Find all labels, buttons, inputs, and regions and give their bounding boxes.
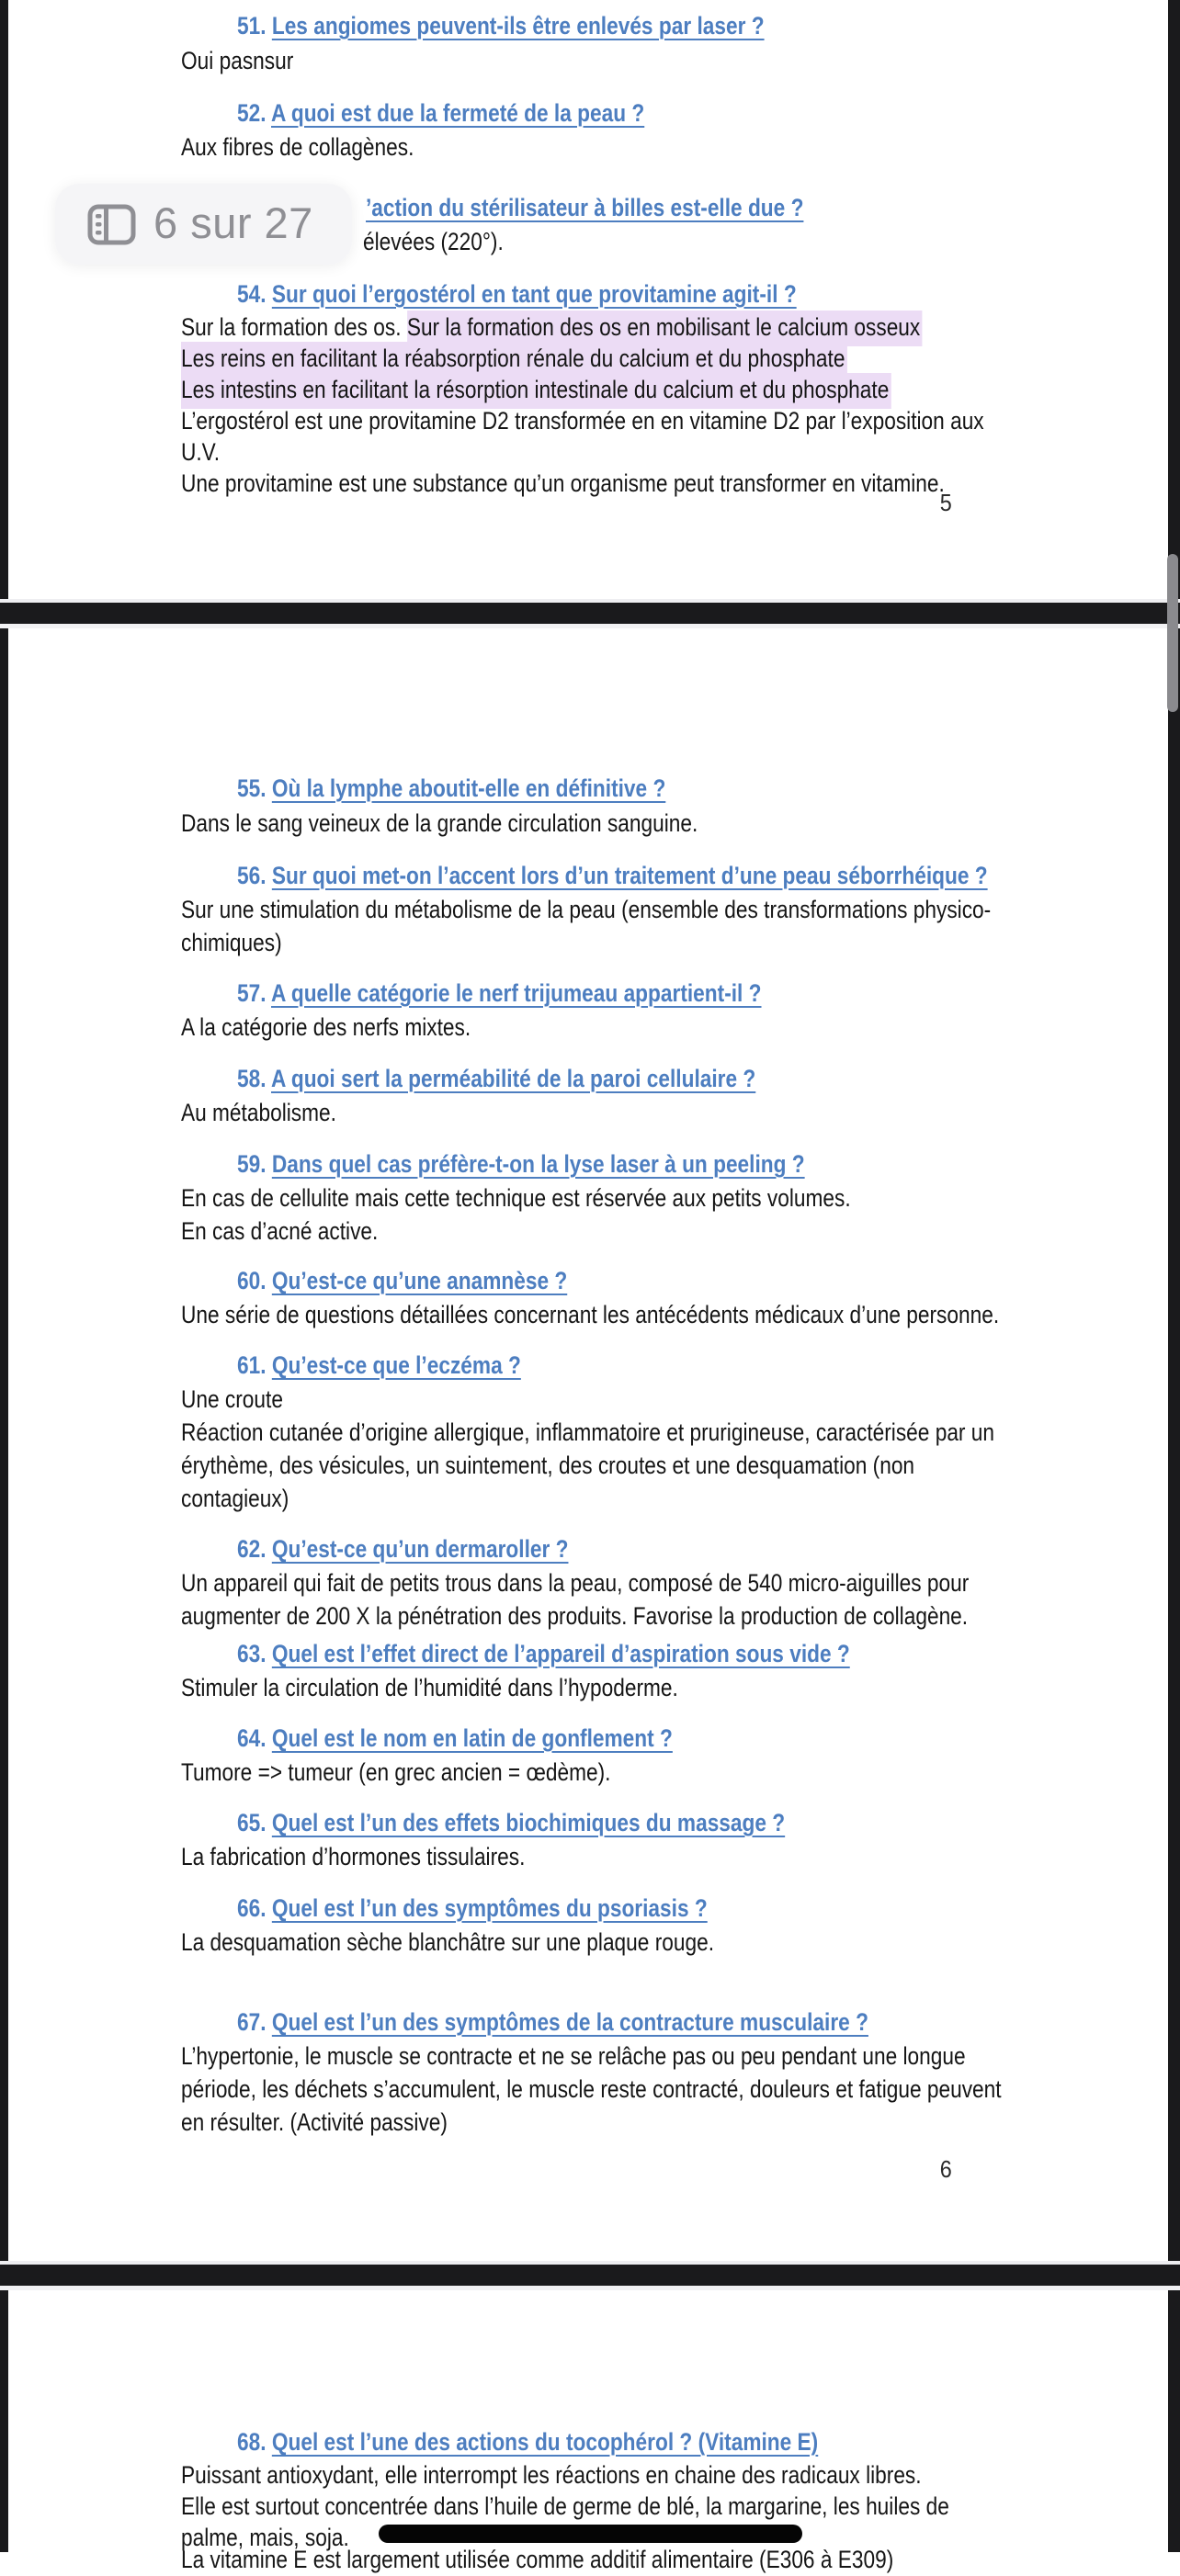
- answer-text: L’hypertonie, le muscle se contracte et ne se relâche pas ou peu pendant une longue: [181, 2042, 966, 2070]
- answer-line-q54: [181, 311, 923, 344]
- answer-text: Aux fibres de collagènes.: [181, 133, 414, 161]
- answer-line-q65: [181, 1840, 525, 1873]
- answer-text: Sur la formation des os.: [181, 313, 407, 341]
- answer-line-q63: [181, 1671, 678, 1704]
- question-text: Quel est l’effet direct de l’appareil d’aspiration sous vide ?: [271, 1640, 850, 1667]
- answer-line-q68: [181, 2543, 893, 2576]
- answer-line-q54: [181, 342, 847, 375]
- question-heading-q65[interactable]: [237, 1806, 785, 1839]
- question-heading-q56[interactable]: [237, 859, 988, 892]
- question-text: A quoi est due la fermeté de la peau ?: [270, 99, 645, 127]
- question-number: 62.: [237, 1535, 272, 1563]
- question-text: Où la lymphe aboutit-elle en définitive ?: [271, 774, 666, 802]
- question-number: 63.: [237, 1640, 272, 1667]
- question-number: 57.: [237, 979, 271, 1007]
- answer-text: En cas d’acné active.: [181, 1217, 379, 1245]
- answer-line-q66: [181, 1926, 714, 1959]
- answer-line-q67: [181, 2039, 966, 2073]
- question-number: 64.: [237, 1724, 272, 1752]
- question-heading-q58[interactable]: [237, 1062, 755, 1095]
- answer-line-q51: [181, 44, 293, 77]
- page-number-6: 6: [939, 2155, 952, 2183]
- question-heading-q59[interactable]: [237, 1147, 805, 1181]
- answer-line-q68: [181, 2458, 922, 2491]
- answer-line-q54: [181, 404, 984, 437]
- answer-text: Un appareil qui fait de petits trous dans la peau, composé de 540 micro-aiguilles pour: [181, 1569, 970, 1597]
- question-number: 56.: [237, 862, 272, 889]
- question-number: 58.: [237, 1065, 271, 1092]
- page-thumbnails-icon: [87, 204, 136, 245]
- question-text: Qu’est-ce que l’eczéma ?: [271, 1351, 521, 1379]
- answer-line-q56: [181, 926, 282, 959]
- answer-text: L’ergostérol est une provitamine D2 transformée en en vitamine D2 par l’exposition aux: [181, 407, 984, 435]
- page-number-5: 5: [939, 489, 952, 516]
- question-text: Qu’est-ce qu’un dermaroller ?: [271, 1535, 569, 1563]
- answer-text: en résulter. (Activité passive): [181, 2108, 448, 2136]
- home-indicator[interactable]: [379, 2525, 802, 2543]
- answer-text: La desquamation sèche blanchâtre sur une plaque rouge.: [181, 1928, 715, 1956]
- answer-line-q56: [181, 893, 991, 926]
- question-number: 66.: [237, 1894, 272, 1922]
- question-heading-q60[interactable]: [237, 1264, 567, 1297]
- answer-text: Au métabolisme.: [181, 1099, 336, 1126]
- question-text: Sur quoi l’ergostérol en tant que provitamine agit-il ?: [271, 280, 797, 308]
- answer-line-q52: [181, 130, 414, 164]
- answer-line-q61: [181, 1383, 283, 1416]
- question-number: 51.: [237, 12, 272, 40]
- question-heading-q66[interactable]: [237, 1892, 708, 1925]
- question-text: Quel est l’un des symptômes du psoriasis ?: [271, 1894, 708, 1922]
- answer-text: palme, mais, soja.: [181, 2524, 349, 2551]
- answer-line-q59: [181, 1181, 851, 1215]
- answer-text: Sur une stimulation du métabolisme de la peau (ensemble des transformations physico-: [181, 896, 992, 923]
- page-indicator-pill: [55, 184, 352, 265]
- answer-line-q61: [181, 1416, 994, 1449]
- highlighted-text: Les reins en facilitant la réabsorption rénale du calcium et du phosphate: [181, 342, 847, 378]
- answer-text: U.V.: [181, 438, 221, 466]
- answer-text: La vitamine E est largement utilisée comme additif alimentaire (E306 à E309): [181, 2546, 894, 2573]
- answer-text: La fabrication d’hormones tissulaires.: [181, 1843, 526, 1870]
- answer-line-q54: [181, 435, 220, 469]
- question-heading-q57[interactable]: [237, 977, 762, 1010]
- question-heading-q51[interactable]: [237, 9, 765, 42]
- question-heading-q62[interactable]: [237, 1532, 568, 1565]
- answer-text: Oui pasnsur: [181, 47, 294, 74]
- answer-text: augmenter de 200 X la pénétration des produits. Favorise la production de collagène.: [181, 1602, 969, 1630]
- question-heading-q68[interactable]: [237, 2425, 818, 2458]
- answer-line-q62: [181, 1566, 969, 1599]
- answer-text: chimiques): [181, 929, 282, 956]
- highlighted-text: Les intestins en facilitant la résorption intestinale du calcium et du phosphate: [181, 373, 891, 409]
- answer-line-q54: [181, 373, 891, 406]
- question-heading-q61[interactable]: [237, 1349, 521, 1382]
- question-number: 59.: [237, 1150, 272, 1178]
- question-text: ’action du stérilisateur à billes est-elle due ?: [366, 194, 804, 221]
- answer-line-q64: [181, 1756, 610, 1789]
- answer-text: Tumore => tumeur (en grec ancien = œdème).: [181, 1758, 611, 1786]
- question-heading-q53[interactable]: [366, 191, 803, 224]
- question-text: Les angiomes peuvent-ils être enlevés par laser ?: [271, 12, 765, 40]
- answer-line-q57: [181, 1011, 471, 1044]
- answer-text: Une série de questions détaillées concernant les antécédents médicaux d’une personne.: [181, 1301, 1000, 1328]
- question-text: Dans quel cas préfère-t-on la lyse laser à un peeling ?: [271, 1150, 805, 1178]
- answer-text: période, les déchets s’accumulent, le muscle reste contracté, douleurs et fatigue peuvent: [181, 2075, 1002, 2103]
- scrollbar-thumb[interactable]: [1167, 554, 1178, 712]
- answer-text: Une provitamine est une substance qu’un organisme peut transformer en vitamine.: [181, 469, 945, 497]
- question-text: A quoi sert la perméabilité de la paroi cellulaire ?: [270, 1065, 756, 1092]
- answer-line-q55: [181, 807, 698, 840]
- question-text: Quel est le nom en latin de gonflement ?: [271, 1724, 673, 1752]
- question-number: 68.: [237, 2428, 272, 2456]
- answer-line-q58: [181, 1096, 336, 1129]
- answer-line-q67: [181, 2073, 1002, 2106]
- answer-text: Stimuler la circulation de l’humidité dans l’hypoderme.: [181, 1674, 678, 1701]
- question-heading-q55[interactable]: [237, 772, 665, 805]
- answer-line-q53: [363, 225, 504, 258]
- question-text: Sur quoi met-on l’accent lors d’un traitement d’une peau séborrhéique ?: [271, 862, 988, 889]
- answer-text: Dans le sang veineux de la grande circulation sanguine.: [181, 809, 698, 837]
- highlighted-text: Sur la formation des os en mobilisant le calcium osseux: [407, 311, 923, 346]
- question-text: Qu’est-ce qu’une anamnèse ?: [271, 1267, 568, 1294]
- question-text: Quel est l’un des symptômes de la contracture musculaire ?: [271, 2008, 868, 2036]
- question-number: 60.: [237, 1267, 272, 1294]
- answer-text: Elle est surtout concentrée dans l’huile de germe de blé, la margarine, les huiles de: [181, 2492, 949, 2520]
- question-number: 61.: [237, 1351, 272, 1379]
- question-number: 55.: [237, 774, 272, 802]
- question-number: 52.: [237, 99, 271, 127]
- question-number: 65.: [237, 1809, 272, 1836]
- question-text: A quelle catégorie le nerf trijumeau appartient-il ?: [270, 979, 762, 1007]
- answer-text: érythème, des vésicules, un suintement, des croutes et une desquamation (non: [181, 1452, 915, 1479]
- answer-line-q60: [181, 1298, 999, 1331]
- answer-line-q59: [181, 1215, 378, 1248]
- answer-line-q67: [181, 2106, 448, 2139]
- answer-line-q61: [181, 1482, 289, 1515]
- page-indicator-label: 6 sur 27: [153, 198, 313, 247]
- answer-text: A la catégorie des nerfs mixtes.: [181, 1013, 471, 1041]
- answer-line-q68: [181, 2490, 949, 2523]
- question-text: Quel est l’une des actions du tocophérol ? (Vitamine E): [271, 2428, 819, 2456]
- answer-text: En cas de cellulite mais cette technique est réservée aux petits volumes.: [181, 1184, 851, 1212]
- question-number: 54.: [237, 280, 272, 308]
- answer-text: élevées (220°).: [363, 228, 504, 255]
- answer-text: contagieux): [181, 1485, 289, 1512]
- question-text: Quel est l’un des effets biochimiques du massage ?: [271, 1809, 786, 1836]
- answer-text: Réaction cutanée d’origine allergique, inflammatoire et prurigineuse, caractérisée par un: [181, 1418, 995, 1446]
- answer-line-q62: [181, 1599, 968, 1633]
- question-heading-q52[interactable]: [237, 96, 644, 130]
- question-heading-q67[interactable]: [237, 2005, 868, 2039]
- answer-text: Puissant antioxydant, elle interrompt les réactions en chaine des radicaux libres.: [181, 2461, 922, 2489]
- answer-text: Une croute: [181, 1385, 283, 1413]
- question-heading-q63[interactable]: [237, 1637, 850, 1670]
- question-number: 67.: [237, 2008, 272, 2036]
- question-heading-q54[interactable]: [237, 277, 797, 311]
- answer-line-q61: [181, 1449, 914, 1482]
- question-heading-q64[interactable]: [237, 1722, 673, 1755]
